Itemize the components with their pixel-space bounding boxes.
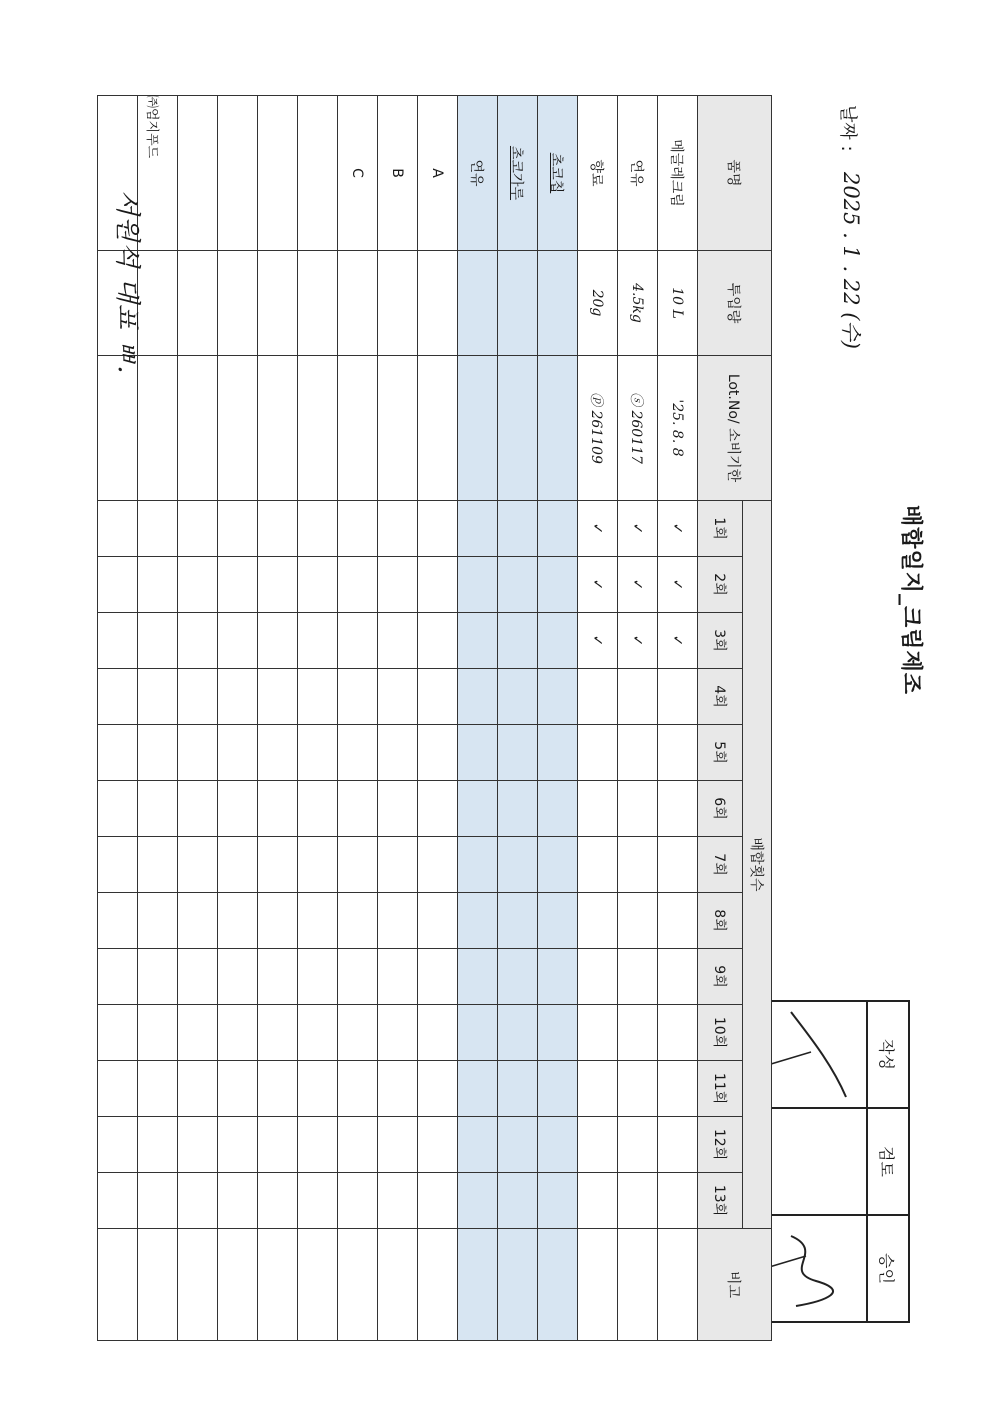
cell-round-5 [498,725,538,781]
cell-round-5 [658,725,698,781]
cell-round-8 [218,893,258,949]
cell-round-2 [458,557,498,613]
cell-amount [458,251,498,356]
cell-round-5 [418,725,458,781]
header-round-2: 2회 [698,557,743,613]
cell-round-8 [338,893,378,949]
cell-round-11 [98,1061,138,1117]
cell-round-1 [178,501,218,557]
cell-round-3 [418,613,458,669]
cell-note [98,1229,138,1341]
cell-round-5 [98,725,138,781]
cell-round-1: ✓ [578,501,618,557]
cell-lot: '25. 8. 8 [658,356,698,501]
cell-item [178,96,218,251]
cell-round-4 [418,669,458,725]
cell-round-8 [298,893,338,949]
header-round-10: 10회 [698,1005,743,1061]
cell-note [458,1229,498,1341]
cell-round-13 [218,1173,258,1229]
cell-round-13 [178,1173,218,1229]
cell-round-13 [578,1173,618,1229]
cell-round-5 [178,725,218,781]
header-round-6: 6회 [698,781,743,837]
cell-item: B [378,96,418,251]
cell-round-13 [138,1173,178,1229]
cell-round-6 [138,781,178,837]
cell-round-3 [378,613,418,669]
header-round-9: 9회 [698,949,743,1005]
cell-round-11 [658,1061,698,1117]
date-label: 날짜 : [837,105,858,152]
footer-company: ㈜엄지푸드 [144,95,159,159]
cell-lot [178,356,218,501]
cell-round-10 [578,1005,618,1061]
cell-round-10 [138,1005,178,1061]
cell-round-2 [338,557,378,613]
header-item: 품명 [698,96,772,251]
cell-round-6 [658,781,698,837]
header-lot: Lot.No/ 소비기한 [698,356,772,501]
cell-amount: 20g [578,251,618,356]
cell-round-4 [538,669,578,725]
cell-round-12 [258,1117,298,1173]
header-rounds-title: 배합횟수 [743,501,772,1229]
table-row [538,96,578,1341]
cell-round-10 [98,1005,138,1061]
cell-round-2 [258,557,298,613]
cell-round-12 [138,1117,178,1173]
table-row [418,96,458,1341]
table-row [178,96,218,1341]
cell-round-5 [538,725,578,781]
cell-note [218,1229,258,1341]
cell-round-11 [298,1061,338,1117]
header-round-8: 8회 [698,893,743,949]
cell-round-1 [498,501,538,557]
cell-note [338,1229,378,1341]
cell-round-9 [258,949,298,1005]
cell-round-1 [378,501,418,557]
cell-item: A [418,96,458,251]
cell-note [258,1229,298,1341]
cell-round-10 [258,1005,298,1061]
cell-note [178,1229,218,1341]
cell-round-11 [138,1061,178,1117]
cell-lot [298,356,338,501]
cell-round-11 [458,1061,498,1117]
cell-note [538,1229,578,1341]
cell-round-13 [98,1173,138,1229]
cell-round-6 [338,781,378,837]
table-row [258,96,298,1341]
cell-round-7 [498,837,538,893]
cell-round-1 [298,501,338,557]
cell-round-10 [218,1005,258,1061]
cell-round-13 [338,1173,378,1229]
cell-round-8 [178,893,218,949]
cell-round-2 [498,557,538,613]
cell-round-5 [298,725,338,781]
cell-note [618,1229,658,1341]
cell-round-11 [618,1061,658,1117]
cell-round-5 [218,725,258,781]
cell-amount [378,251,418,356]
cell-round-11 [498,1061,538,1117]
cell-round-8 [498,893,538,949]
cell-round-12 [458,1117,498,1173]
cell-round-11 [418,1061,458,1117]
cell-item [218,96,258,251]
cell-round-10 [538,1005,578,1061]
cell-item: 향료 [578,96,618,251]
cell-round-13 [498,1173,538,1229]
table-row [578,96,618,1341]
cell-note [578,1229,618,1341]
cell-item [258,96,298,251]
cell-round-4 [658,669,698,725]
approval-header-approve: 승인 [867,1215,909,1322]
cell-round-6 [458,781,498,837]
cell-round-10 [658,1005,698,1061]
cell-round-11 [218,1061,258,1117]
cell-lot: ⓢ 260117 [618,356,658,501]
cell-round-9 [298,949,338,1005]
cell-round-9 [618,949,658,1005]
cell-round-4 [298,669,338,725]
cell-round-9 [378,949,418,1005]
cell-amount [298,251,338,356]
cell-round-6 [258,781,298,837]
cell-round-3 [498,613,538,669]
cell-round-2: ✓ [658,557,698,613]
cell-round-1 [138,501,178,557]
cell-round-8 [618,893,658,949]
cell-round-5 [338,725,378,781]
cell-round-5 [618,725,658,781]
cell-amount [418,251,458,356]
cell-round-4 [458,669,498,725]
cell-round-9 [498,949,538,1005]
cell-round-8 [378,893,418,949]
cell-round-11 [578,1061,618,1117]
cell-round-7 [618,837,658,893]
cell-note [378,1229,418,1341]
cell-round-11 [338,1061,378,1117]
cell-round-2 [538,557,578,613]
cell-round-7 [178,837,218,893]
cell-round-2: ✓ [618,557,658,613]
cell-round-3: ✓ [618,613,658,669]
cell-round-8 [458,893,498,949]
cell-round-4 [218,669,258,725]
cell-note [498,1229,538,1341]
table-row [298,96,338,1341]
cell-round-3 [218,613,258,669]
cell-round-6 [378,781,418,837]
cell-round-2 [378,557,418,613]
date-value: 2025 . 1 . 22 (수) [839,172,863,349]
cell-round-3 [458,613,498,669]
cell-round-9 [538,949,578,1005]
cell-round-4 [498,669,538,725]
cell-round-6 [618,781,658,837]
cell-round-13 [298,1173,338,1229]
cell-lot [538,356,578,501]
header-round-4: 4회 [698,669,743,725]
header-amount: 투입량 [698,251,772,356]
cell-round-13 [458,1173,498,1229]
cell-round-7 [218,837,258,893]
cell-round-8 [258,893,298,949]
cell-round-7 [658,837,698,893]
cell-round-1 [98,501,138,557]
cell-amount: 10 L [658,251,698,356]
cell-round-7 [138,837,178,893]
cell-note [418,1229,458,1341]
table-row [458,96,498,1341]
cell-round-13 [378,1173,418,1229]
cell-round-3 [138,613,178,669]
cell-round-8 [538,893,578,949]
cell-item: 초코가루 [498,96,538,251]
cell-round-12 [218,1117,258,1173]
cell-round-4 [98,669,138,725]
cell-round-2 [298,557,338,613]
cell-round-2 [418,557,458,613]
cell-round-7 [338,837,378,893]
cell-round-4 [578,669,618,725]
cell-round-12 [418,1117,458,1173]
approval-header-review: 검토 [867,1108,909,1215]
cell-round-3 [178,613,218,669]
header-round-12: 12회 [698,1117,743,1173]
cell-round-1 [338,501,378,557]
cell-amount [258,251,298,356]
cell-round-7 [418,837,458,893]
cell-round-11 [378,1061,418,1117]
cell-round-5 [458,725,498,781]
cell-round-1: ✓ [618,501,658,557]
cell-round-7 [578,837,618,893]
cell-item: C [338,96,378,251]
cell-lot [138,356,178,501]
cell-lot: ⓟ 261109 [578,356,618,501]
cell-round-13 [538,1173,578,1229]
cell-round-2 [138,557,178,613]
table-row [498,96,538,1341]
cell-round-3 [338,613,378,669]
cell-round-10 [418,1005,458,1061]
header-round-13: 13회 [698,1173,743,1229]
cell-amount [538,251,578,356]
cell-round-4 [338,669,378,725]
cell-round-9 [218,949,258,1005]
cell-round-9 [338,949,378,1005]
cell-round-12 [298,1117,338,1173]
cell-note [658,1229,698,1341]
cell-round-1 [218,501,258,557]
cell-round-4 [138,669,178,725]
header-round-5: 5회 [698,725,743,781]
cell-round-12 [378,1117,418,1173]
cell-lot [498,356,538,501]
cell-round-4 [178,669,218,725]
cell-round-12 [178,1117,218,1173]
cell-round-10 [618,1005,658,1061]
cell-item: 초코칩 [538,96,578,251]
cell-round-13 [658,1173,698,1229]
cell-round-9 [138,949,178,1005]
cell-round-9 [98,949,138,1005]
cell-item: 메글레크림 [658,96,698,251]
cell-round-7 [378,837,418,893]
cell-round-12 [338,1117,378,1173]
cell-lot [378,356,418,501]
cell-round-11 [178,1061,218,1117]
cell-round-1 [458,501,498,557]
cell-round-6 [578,781,618,837]
header-round-3: 3회 [698,613,743,669]
cell-round-11 [538,1061,578,1117]
cell-round-7 [458,837,498,893]
cell-round-7 [298,837,338,893]
cell-round-13 [418,1173,458,1229]
cell-amount: 4.5kg [618,251,658,356]
cell-round-3: ✓ [658,613,698,669]
cell-round-1: ✓ [658,501,698,557]
cell-lot [218,356,258,501]
cell-round-8 [98,893,138,949]
cell-round-6 [218,781,258,837]
cell-round-10 [298,1005,338,1061]
cell-round-4 [618,669,658,725]
cell-round-2 [178,557,218,613]
table-row [618,96,658,1341]
cell-amount [338,251,378,356]
cell-lot [258,356,298,501]
cell-lot [458,356,498,501]
cell-round-10 [378,1005,418,1061]
cell-round-3 [298,613,338,669]
cell-round-12 [98,1117,138,1173]
cell-round-10 [178,1005,218,1061]
cell-round-12 [618,1117,658,1173]
cell-round-12 [658,1117,698,1173]
cell-round-8 [418,893,458,949]
cell-item: 연유 [618,96,658,251]
cell-round-9 [578,949,618,1005]
cell-round-7 [258,837,298,893]
table-row [218,96,258,1341]
cell-amount [498,251,538,356]
cell-note [298,1229,338,1341]
cell-round-4 [258,669,298,725]
cell-round-12 [498,1117,538,1173]
cell-round-5 [578,725,618,781]
cell-round-4 [378,669,418,725]
cell-round-11 [258,1061,298,1117]
cell-round-13 [618,1173,658,1229]
cell-round-5 [258,725,298,781]
cell-amount [218,251,258,356]
cell-round-1 [258,501,298,557]
cell-round-12 [538,1117,578,1173]
cell-round-7 [538,837,578,893]
cell-round-8 [658,893,698,949]
cell-round-6 [418,781,458,837]
cell-amount [178,251,218,356]
batch-table [97,95,772,1341]
header-round-11: 11회 [698,1061,743,1117]
cell-item [298,96,338,251]
cell-lot [338,356,378,501]
approval-header-author: 작성 [867,1001,909,1108]
table-row [378,96,418,1341]
cell-round-6 [298,781,338,837]
cell-round-6 [98,781,138,837]
cell-round-13 [258,1173,298,1229]
cell-round-1 [418,501,458,557]
cell-lot [98,356,138,501]
cell-round-9 [658,949,698,1005]
cell-round-9 [178,949,218,1005]
table-row [338,96,378,1341]
cell-round-3: ✓ [578,613,618,669]
header-note: 비고 [698,1229,772,1341]
cell-round-2 [218,557,258,613]
cell-round-5 [138,725,178,781]
header-round-1: 1회 [698,501,743,557]
cell-round-8 [138,893,178,949]
cell-round-2: ✓ [578,557,618,613]
cell-round-5 [378,725,418,781]
cell-round-12 [578,1117,618,1173]
cell-round-3 [258,613,298,669]
cell-round-10 [498,1005,538,1061]
header-round-7: 7회 [698,837,743,893]
cell-note [138,1229,178,1341]
cell-round-9 [458,949,498,1005]
footer-signature: 서원석 대표 ㅃ. [112,190,142,375]
cell-round-3 [98,613,138,669]
cell-round-3 [538,613,578,669]
cell-round-1 [538,501,578,557]
cell-round-10 [458,1005,498,1061]
cell-round-2 [98,557,138,613]
cell-round-6 [178,781,218,837]
cell-round-10 [338,1005,378,1061]
document-title: 배합일지_크림제조 [898,504,923,696]
cell-round-6 [538,781,578,837]
cell-lot [418,356,458,501]
cell-round-7 [98,837,138,893]
cell-round-6 [498,781,538,837]
table-row [658,96,698,1341]
cell-round-9 [418,949,458,1005]
cell-round-8 [578,893,618,949]
cell-item: 연유 [458,96,498,251]
